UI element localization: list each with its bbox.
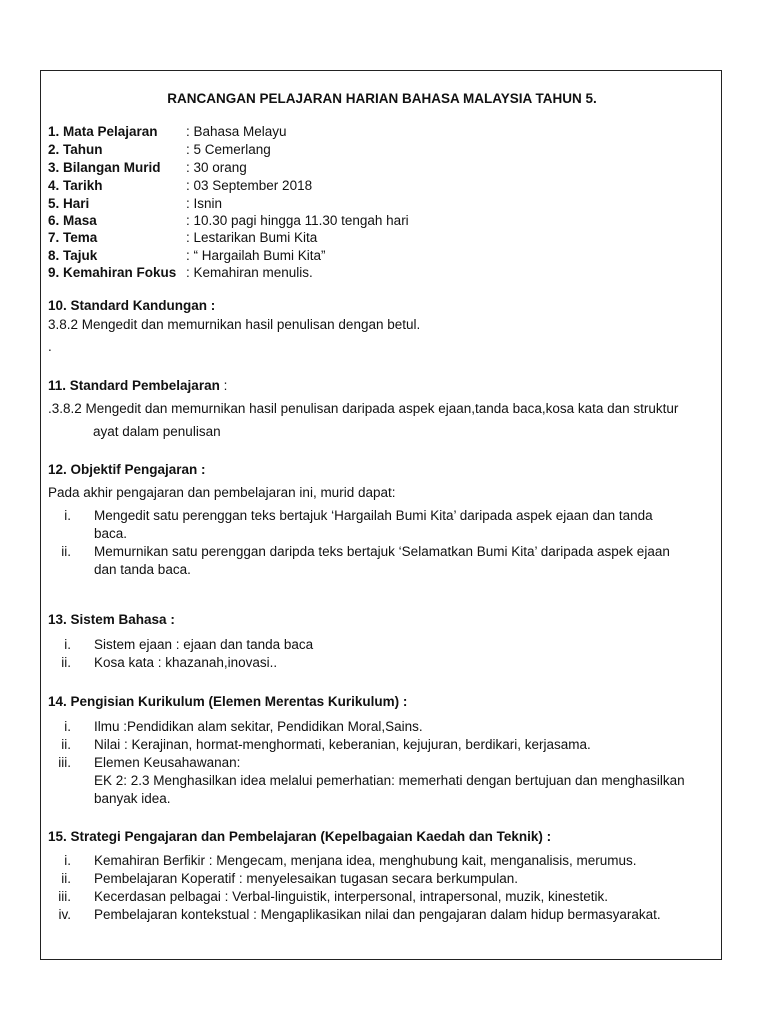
list-item: Pembelajaran kontekstual : Mengaplikasikan nilai dan pengajaran dalam hidup bermasyarakat. (94, 907, 661, 922)
info-key: 9. Kemahiran Fokus (48, 265, 177, 280)
info-key: 8. Tajuk (48, 248, 98, 263)
section-heading-standard-pembelajaran (48, 378, 227, 393)
list-item: Nilai : Kerajinan, hormat-menghormati, keberanian, kejujuran, berdikari, kerjasama. (94, 737, 591, 752)
list-item: dan tanda baca. (94, 562, 191, 577)
info-value: : 5 Cemerlang (186, 142, 271, 157)
list-item: Kosa kata : khazanah,inovasi.. (94, 655, 278, 670)
list-number: iv. (58, 907, 71, 922)
section-heading-pengisian-kurikulum: 14. Pengisian Kurikulum (Elemen Merentas Kurikulum) : (48, 694, 408, 709)
info-value: : 03 September 2018 (186, 178, 313, 193)
heading-colon: : (219, 378, 228, 393)
info-key: 3. Bilangan Murid (48, 160, 161, 175)
section-heading-sistem-bahasa: 13. Sistem Bahasa : (48, 612, 175, 627)
heading-text: 11. Standard Pembelajaran (48, 378, 220, 393)
list-item: Ilmu :Pendidikan alam sekitar, Pendidikan Moral,Sains. (94, 719, 423, 734)
section-text: .3.8.2 Mengedit dan memurnikan hasil penulisan daripada aspek ejaan,tanda baca,kosa kata dan struktur (48, 401, 679, 416)
info-key: 4. Tarikh (48, 178, 103, 193)
info-key: 6. Masa (48, 213, 97, 228)
info-value: : Bahasa Melayu (186, 124, 287, 139)
list-number: ii. (61, 737, 71, 752)
list-number: i. (64, 719, 71, 734)
section-text: . (48, 339, 52, 354)
info-value: : 10.30 pagi hingga 11.30 tengah hari (186, 213, 409, 228)
section-heading-standard-kandungan: 10. Standard Kandungan : (48, 298, 216, 313)
list-item: Sistem ejaan : ejaan dan tanda baca (94, 637, 314, 652)
info-value: : Isnin (186, 196, 223, 211)
list-item: Pembelajaran Koperatif : menyelesaikan tugasan secara berkumpulan. (94, 871, 518, 886)
page-title: RANCANGAN PELAJARAN HARIAN BAHASA MALAYSIA TAHUN 5. (167, 91, 597, 106)
info-value: : Lestarikan Bumi Kita (186, 230, 318, 245)
list-number: i. (64, 853, 71, 868)
list-number: iii. (58, 755, 71, 770)
info-value: : Kemahiran menulis. (186, 265, 313, 280)
section-heading-strategi: 15. Strategi Pengajaran dan Pembelajaran (Kepelbagaian Kaedah dan Teknik) : (48, 829, 552, 844)
section-text: 3.8.2 Mengedit dan memurnikan hasil penulisan dengan betul. (48, 317, 421, 332)
list-number: i. (64, 637, 71, 652)
section-text: ayat dalam penulisan (93, 424, 221, 439)
lesson-plan-page (40, 70, 722, 960)
list-item: Kecerdasan pelbagai : Verbal-linguistik, interpersonal, intrapersonal, muzik, kinestetik. (94, 889, 609, 904)
section-heading-objektif: 12. Objektif Pengajaran : (48, 462, 206, 477)
list-number: i. (64, 508, 71, 523)
list-number: iii. (58, 889, 71, 904)
info-key: 7. Tema (48, 230, 98, 245)
info-key: 1. Mata Pelajaran (48, 124, 158, 139)
list-item: EK 2: 2.3 Menghasilkan idea melalui pemerhatian: memerhati dengan bertujuan dan menghasilkan (94, 773, 685, 788)
info-value: : 30 orang (186, 160, 247, 175)
list-number: ii. (61, 871, 71, 886)
list-number: ii. (61, 544, 71, 559)
info-key: 2. Tahun (48, 142, 103, 157)
list-item: baca. (94, 526, 128, 541)
list-item: Mengedit satu perenggan teks bertajuk ‘Hargailah Bumi Kita’ daripada aspek ejaan dan tanda (94, 508, 653, 523)
list-number: ii. (61, 655, 71, 670)
list-item: banyak idea. (94, 791, 171, 806)
info-key: 5. Hari (48, 196, 90, 211)
info-value: : “ Hargailah Bumi Kita” (186, 248, 326, 263)
list-item: Kemahiran Berfikir : Mengecam, menjana idea, menghubung kait, menganalisis, merumus. (94, 853, 637, 868)
list-item: Elemen Keusahawanan: (94, 755, 241, 770)
list-item: Memurnikan satu perenggan daripda teks bertajuk ‘Selamatkan Bumi Kita’ daripada aspek ejaan (94, 544, 670, 559)
section-text: Pada akhir pengajaran dan pembelajaran ini, murid dapat: (48, 485, 396, 500)
